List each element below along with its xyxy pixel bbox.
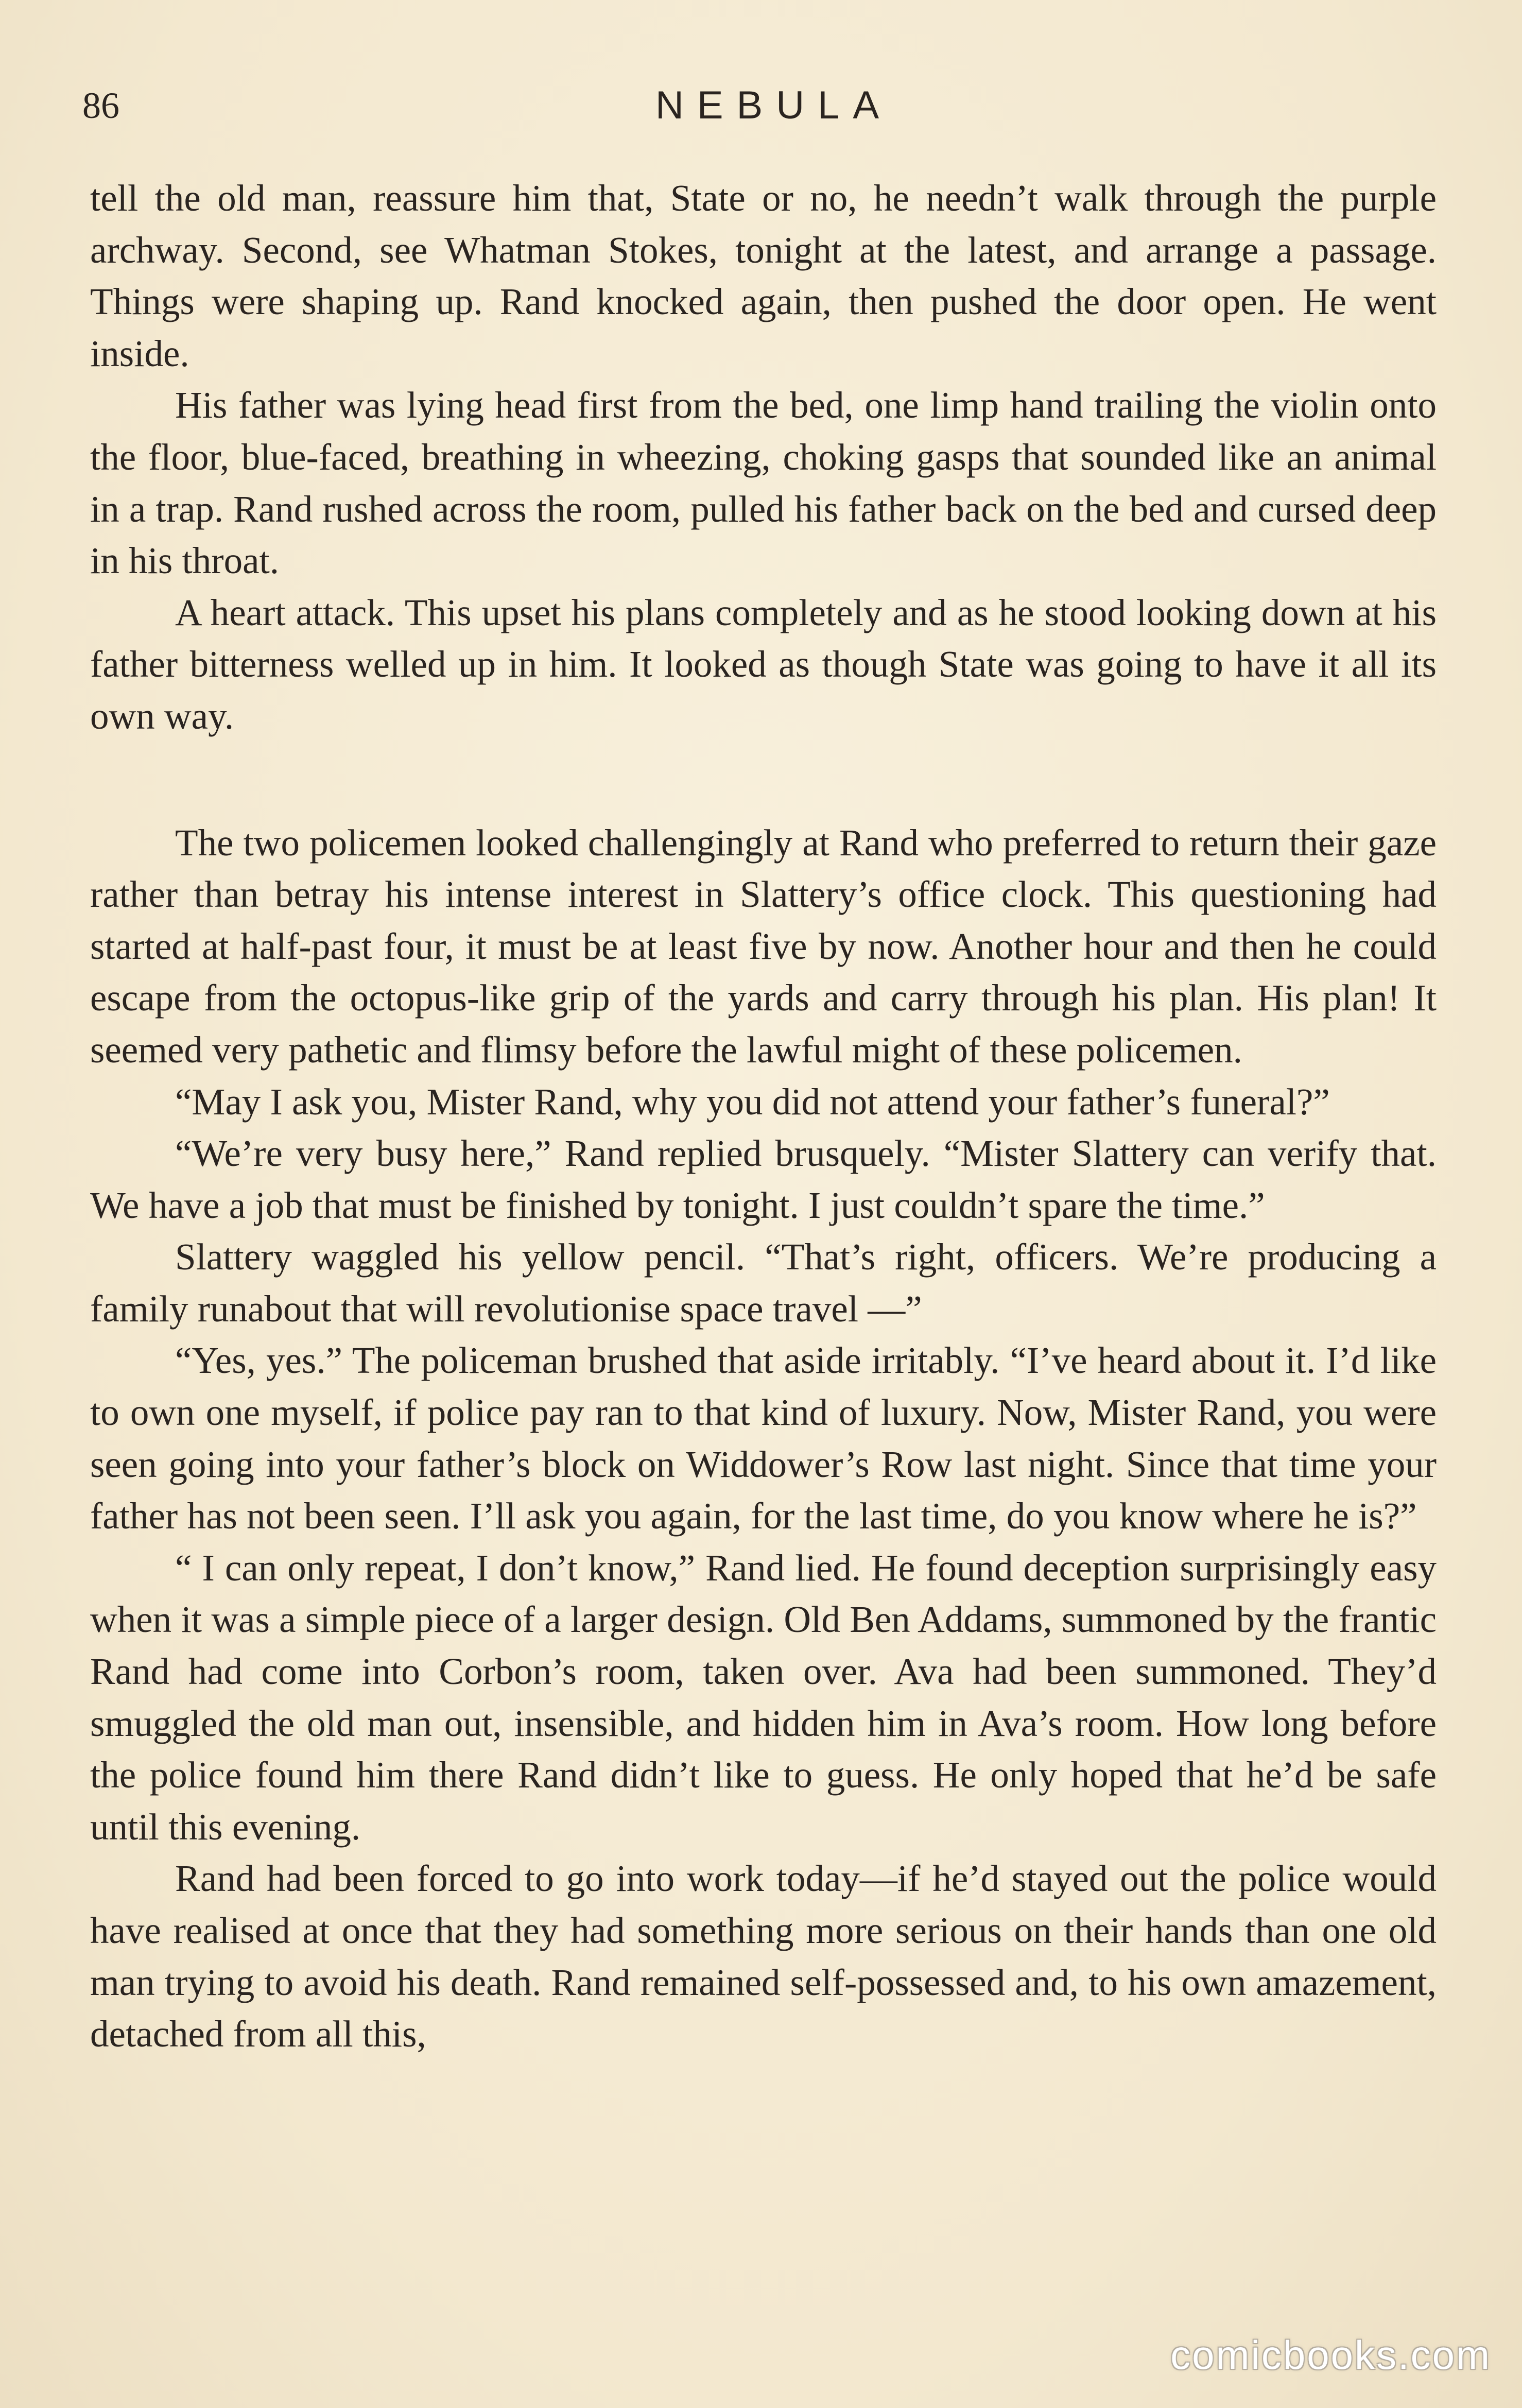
paragraph: His father was lying head first from the bed, one limp hand trailing the violin onto the floor, blue-faced, breathing in wheezing, choking gasps that sounded like an animal in a trap. Rand rushed across the room, pulled his father back on the bed and cursed deep in his throat.: [90, 384, 1437, 582]
page-number: 86: [82, 85, 119, 126]
paragraph: Slattery waggled his yellow pencil. “That’s right, officers. We’re producing a family runabout that will revolutionise space travel —”: [90, 1236, 1437, 1330]
paragraph: “ I can only repeat, I don’t know,” Rand lied. He found deception surprisingly easy when it was a simple piece of a larger design. Old Ben Addams, summoned by the frantic Rand had come into Corbon’s room, taken over. Ava had been summoned. They’d smuggled the old man out, insensible, and hidden him in Ava’s room. How long before the police found him there Rand didn’t like to guess. He only hoped that he’d be safe until this evening.: [90, 1546, 1437, 1848]
paragraph: Rand had been forced to go into work today—if he’d stayed out the police would have realised at once that they had something more serious on their hands than one old man trying to avoid his death. Rand remained self-possessed and, to his own amazement, detached from all this,: [90, 1857, 1437, 2055]
paragraph: The two policemen looked challengingly at Rand who preferred to return their gaze rather than betray his intense interest in Slattery’s office clock. This questioning had started at half-past four, it must be at least five by now. Another hour and then he could escape from the octopus-like grip of the yards and carry through his plan. His plan! It seemed very pathetic and flimsy before the lawful might of these policemen.: [90, 821, 1437, 1071]
body-text: [90, 173, 1437, 2060]
paragraph: “We’re very busy here,” Rand replied brusquely. “Mister Slattery can verify that. We have a job that must be finished by tonight. I just couldn’t spare the time.”: [90, 1132, 1437, 1226]
paragraph: “Yes, yes.” The policeman brushed that aside irritably. “I’ve heard about it. I’d like to own one myself, if police pay ran to that kind of luxury. Now, Mister Rand, you were seen going into your father’s block on Widdower’s Row last night. Since that time your father has not been seen. I’ll ask you again, for the last time, do you know where he is?”: [90, 1339, 1437, 1537]
running-title: NEBULA: [655, 83, 893, 127]
paragraph: A heart attack. This upset his plans completely and as he stood looking down at his father bitterness welled up in him. It looked as though State was going to have it all its own way.: [90, 591, 1437, 737]
watermark: comicbooks.com: [1170, 2332, 1491, 2378]
paragraph: tell the old man, reassure him that, State or no, he needn’t walk through the purple archway. Second, see Whatman Stokes, tonight at the latest, and arrange a passage. Things were shaping up. Rand knocked again, then pushed the door open. He went inside.: [90, 177, 1437, 374]
page-header: [82, 77, 1452, 134]
paragraph: “May I ask you, Mister Rand, why you did not attend your father’s funeral?”: [175, 1080, 1330, 1123]
